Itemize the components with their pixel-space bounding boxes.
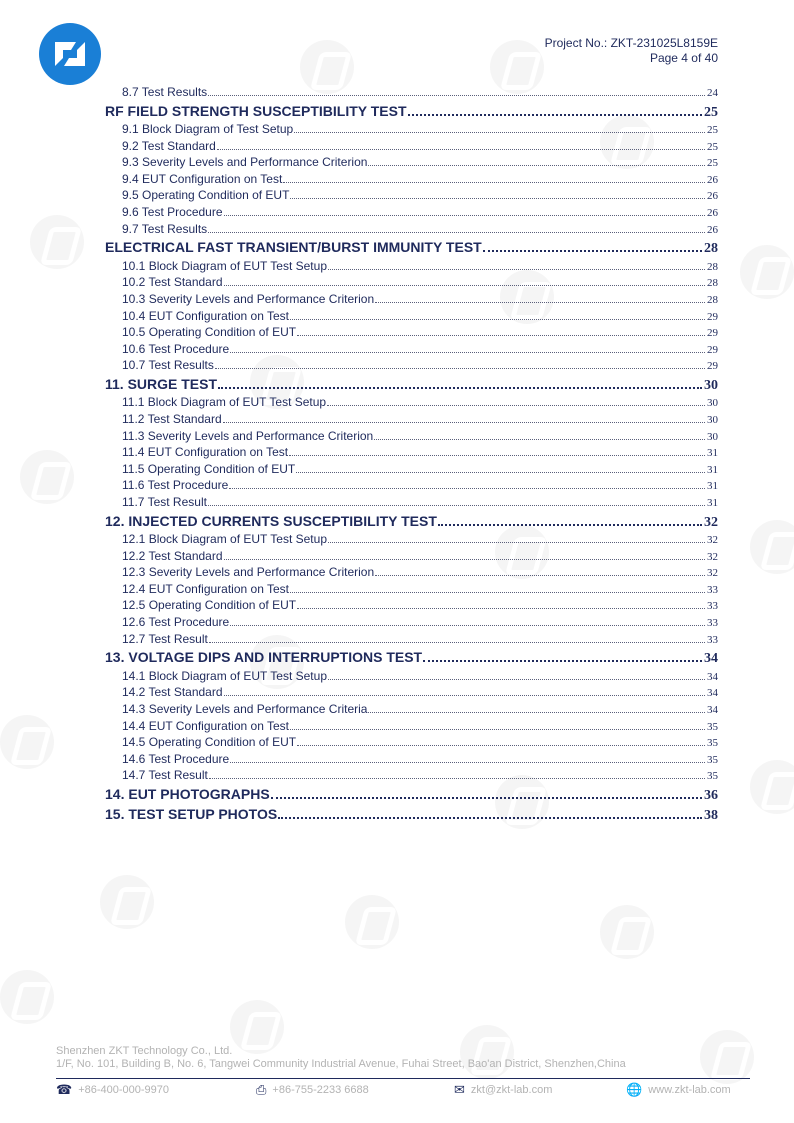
company-name: Shenzhen ZKT Technology Co., Ltd. [56, 1045, 233, 1057]
toc-entry-page: 29 [707, 327, 718, 340]
contact-phone [56, 1082, 169, 1098]
dot-leader [224, 694, 705, 696]
toc-entry-page: 32 [704, 514, 718, 530]
toc-subsection-entry[interactable] [105, 138, 718, 155]
dot-leader [224, 214, 705, 216]
watermark-logo [750, 760, 794, 814]
toc-entry-page: 30 [707, 397, 718, 410]
fax-number: +86-755-2233 6688 [272, 1084, 369, 1096]
toc-entry-title: 11.5 Operating Condition of EUT [122, 461, 296, 476]
dot-leader [230, 351, 705, 353]
table-of-contents [105, 84, 718, 825]
toc-section-entry[interactable] [105, 511, 718, 532]
toc-entry-page: 31 [707, 463, 718, 476]
toc-entry-title: 12.1 Block Diagram of EUT Test Setup [122, 532, 327, 547]
globe-icon: 🌐 [626, 1082, 643, 1097]
dot-leader [297, 744, 705, 746]
toc-entry-title: 12.4 EUT Configuration on Test [122, 581, 289, 596]
watermark-logo [750, 520, 794, 574]
dot-leader [223, 421, 705, 423]
website-link[interactable]: www.zkt-lab.com [648, 1084, 731, 1096]
toc-entry-title: RF FIELD STRENGTH SUSCEPTIBILITY TEST [105, 102, 407, 119]
toc-entry-title: 11.1 Block Diagram of EUT Test Setup [122, 395, 327, 410]
toc-entry-title: 12.5 Operating Condition of EUT [122, 598, 297, 613]
dot-leader [215, 367, 705, 369]
toc-entry-title: 10.6 Test Procedure [122, 341, 230, 356]
toc-section-entry[interactable] [105, 784, 718, 805]
toc-entry-title: 15. TEST SETUP PHOTOS [105, 806, 278, 823]
toc-entry-page: 30 [704, 377, 718, 393]
page-number: Page 4 of 40 [649, 51, 718, 65]
toc-entry-title: 11.2 Test Standard [122, 412, 222, 426]
toc-entry-title: 12.6 Test Procedure [122, 615, 230, 630]
dot-leader [328, 268, 705, 270]
toc-entry-title: 9.5 Operating Condition of EUT [122, 188, 290, 203]
toc-subsection-entry[interactable] [105, 291, 718, 308]
toc-subsection-entry[interactable] [105, 701, 718, 718]
toc-entry-title: 10.7 Test Results [122, 358, 214, 373]
toc-subsection-entry[interactable] [105, 767, 718, 784]
toc-subsection-entry[interactable] [105, 84, 718, 101]
dot-leader [278, 816, 702, 819]
dot-leader [297, 607, 705, 609]
toc-subsection-entry[interactable] [105, 581, 718, 598]
toc-subsection-entry[interactable] [105, 171, 718, 188]
toc-entry-page: 35 [707, 720, 718, 733]
toc-entry-page: 34 [704, 651, 718, 667]
dot-leader [290, 197, 705, 199]
dot-leader [218, 386, 702, 389]
dot-leader [375, 574, 705, 576]
toc-entry-page: 34 [707, 703, 718, 716]
watermark-logo [740, 245, 794, 299]
footer-contacts [56, 1082, 750, 1100]
toc-entry-title: 9.1 Block Diagram of Test Setup [122, 122, 294, 137]
toc-entry-page: 26 [707, 190, 718, 203]
dot-leader [289, 454, 705, 456]
dot-leader [368, 164, 705, 166]
toc-entry-page: 29 [707, 343, 718, 356]
toc-entry-page: 29 [707, 310, 718, 323]
dot-leader [283, 181, 705, 183]
dot-leader [230, 624, 705, 626]
toc-entry-page: 26 [707, 223, 718, 236]
watermark-logo [0, 715, 54, 769]
email-link[interactable]: zkt@zkt-lab.com [470, 1084, 553, 1096]
toc-entry-page: 25 [707, 140, 718, 153]
toc-entry-page: 29 [707, 360, 718, 373]
toc-entry-page: 28 [707, 277, 718, 290]
toc-subsection-entry[interactable] [105, 684, 718, 701]
dot-leader [229, 487, 705, 489]
toc-entry-page: 28 [707, 260, 718, 273]
dot-leader [368, 711, 705, 713]
toc-entry-page: 34 [707, 670, 718, 683]
toc-subsection-entry[interactable] [105, 477, 718, 494]
toc-subsection-entry[interactable] [105, 564, 718, 581]
toc-entry-title: 10.5 Operating Condition of EUT [122, 325, 297, 340]
toc-entry-page: 24 [707, 87, 718, 99]
toc-subsection-entry[interactable] [105, 394, 718, 411]
toc-subsection-entry[interactable] [105, 751, 718, 768]
toc-entry-title: 10.2 Test Standard [122, 275, 223, 290]
toc-subsection-entry[interactable] [105, 531, 718, 548]
toc-subsection-entry[interactable] [105, 308, 718, 325]
toc-entry-title: 14.4 EUT Configuration on Test [122, 718, 289, 733]
toc-entry-page: 31 [707, 480, 718, 493]
dot-leader [224, 284, 705, 286]
dot-leader [290, 318, 705, 320]
toc-entry-title: 9.3 Severity Levels and Performance Criterion [122, 155, 368, 170]
footer-divider [56, 1078, 750, 1079]
toc-subsection-entry[interactable] [105, 357, 718, 374]
toc-section-entry[interactable] [105, 804, 718, 825]
dot-leader [328, 678, 705, 680]
toc-entry-title: 12.2 Test Standard [122, 548, 223, 563]
toc-entry-title: 8.7 Test Results [122, 85, 208, 99]
toc-entry-title: 11.7 Test Result [122, 494, 207, 509]
fax-icon: ⎙ [256, 1082, 267, 1097]
toc-entry-title: 9.6 Test Procedure [122, 205, 223, 220]
toc-entry-page: 32 [707, 567, 718, 580]
dot-leader [290, 728, 705, 730]
toc-entry-page: 34 [707, 687, 718, 700]
dot-leader [217, 148, 705, 150]
toc-entry-page: 33 [707, 633, 718, 646]
toc-entry-title: 14.7 Test Result [122, 768, 208, 783]
toc-section-entry[interactable] [105, 647, 718, 668]
toc-entry-title: 9.7 Test Results [122, 221, 208, 236]
toc-entry-page: 33 [707, 600, 718, 613]
toc-entry-title: 11. SURGE TEST [105, 375, 218, 392]
toc-section-entry[interactable] [105, 237, 718, 258]
toc-entry-page: 35 [707, 737, 718, 750]
dot-leader [297, 334, 705, 336]
watermark-logo [100, 875, 154, 929]
toc-entry-title: ELECTRICAL FAST TRANSIENT/BURST IMMUNITY TEST [105, 239, 482, 256]
watermark-logo [0, 970, 54, 1024]
dot-leader [327, 404, 705, 406]
toc-entry-page: 35 [707, 753, 718, 766]
toc-subsection-entry[interactable] [105, 631, 718, 648]
dot-leader [209, 641, 705, 643]
toc-entry-title: 13. VOLTAGE DIPS AND INTERRUPTIONS TEST [105, 649, 423, 666]
dot-leader [423, 659, 702, 662]
dot-leader [271, 796, 702, 799]
toc-entry-title: 14.3 Severity Levels and Performance Criteria [122, 701, 368, 716]
toc-entry-title: 14. EUT PHOTOGRAPHS [105, 785, 270, 802]
toc-entry-title: 9.4 EUT Configuration on Test [122, 171, 283, 186]
toc-entry-page: 33 [707, 583, 718, 596]
dot-leader [328, 541, 705, 543]
toc-entry-page: 30 [707, 414, 718, 426]
toc-subsection-entry[interactable] [105, 121, 718, 138]
toc-subsection-entry[interactable] [105, 324, 718, 341]
toc-entry-page: 33 [707, 617, 718, 630]
toc-entry-page: 38 [704, 808, 718, 824]
toc-subsection-entry[interactable] [105, 548, 718, 565]
watermark-logo [30, 215, 84, 269]
toc-entry-page: 36 [704, 787, 718, 803]
toc-subsection-entry[interactable] [105, 187, 718, 204]
toc-entry-title: 11.4 EUT Configuration on Test [122, 445, 289, 460]
dot-leader [296, 471, 705, 473]
page-header [545, 36, 718, 66]
toc-subsection-entry[interactable] [105, 668, 718, 685]
toc-subsection-entry[interactable] [105, 494, 718, 511]
toc-entry-title: 12. INJECTED CURRENTS SUSCEPTIBILITY TEST [105, 512, 437, 529]
toc-subsection-entry[interactable] [105, 221, 718, 238]
toc-entry-page: 32 [707, 550, 718, 563]
toc-subsection-entry[interactable] [105, 258, 718, 275]
toc-entry-title: 9.2 Test Standard [122, 138, 216, 153]
dot-leader [209, 777, 705, 779]
toc-subsection-entry[interactable] [105, 204, 718, 221]
toc-entry-page: 26 [707, 207, 718, 220]
toc-entry-page: 32 [707, 534, 718, 547]
dot-leader [230, 761, 705, 763]
watermark-logo [345, 895, 399, 949]
dot-leader [438, 523, 702, 526]
project-number: Project No.: ZKT-231025L8159E [544, 36, 718, 50]
toc-entry-page: 31 [707, 496, 718, 509]
dot-leader [294, 131, 705, 133]
toc-entry-page: 28 [704, 241, 718, 257]
toc-entry-page: 31 [707, 447, 718, 460]
dot-leader [208, 504, 705, 506]
toc-entry-page: 35 [707, 770, 718, 783]
company-address: 1/F, No. 101, Building B, No. 6, Tangwei Community Industrial Avenue, Fuhai Street, Bao'an District, Shenzhen,China [56, 1058, 626, 1070]
watermark-logo [600, 905, 654, 959]
toc-section-entry[interactable] [105, 101, 718, 122]
toc-entry-title: 12.7 Test Result [122, 631, 208, 646]
zkt-logo [38, 22, 102, 86]
dot-leader [224, 558, 705, 560]
dot-leader [408, 113, 702, 116]
toc-entry-title: 10.4 EUT Configuration on Test [122, 308, 289, 323]
dot-leader [208, 231, 705, 233]
toc-entry-page: 25 [704, 104, 718, 120]
dot-leader [208, 94, 705, 96]
contact-email [454, 1082, 552, 1098]
toc-entry-title: 14.6 Test Procedure [122, 751, 230, 766]
toc-subsection-entry[interactable] [105, 718, 718, 735]
dot-leader [375, 301, 705, 303]
footer-company-block [56, 1045, 626, 1071]
contact-fax [256, 1082, 369, 1098]
toc-subsection-entry[interactable] [105, 461, 718, 478]
envelope-icon: ✉ [454, 1082, 465, 1097]
toc-subsection-entry[interactable] [105, 341, 718, 358]
phone-number: +86-400-000-9970 [78, 1084, 170, 1096]
toc-entry-page: 30 [707, 430, 718, 443]
dot-leader [290, 591, 705, 593]
toc-subsection-entry[interactable] [105, 411, 718, 428]
toc-subsection-entry[interactable] [105, 614, 718, 631]
toc-entry-title: 10.3 Severity Levels and Performance Criterion [122, 291, 375, 306]
toc-entry-title: 14.2 Test Standard [122, 685, 223, 700]
toc-entry-title: 14.1 Block Diagram of EUT Test Setup [122, 668, 327, 683]
toc-entry-page: 26 [707, 173, 718, 186]
toc-section-entry[interactable] [105, 374, 718, 395]
toc-entry-title: 11.3 Severity Levels and Performance Criterion [122, 428, 374, 443]
toc-subsection-entry[interactable] [105, 734, 718, 751]
dot-leader [374, 438, 705, 440]
toc-entry-title: 11.6 Test Procedure [122, 478, 229, 493]
toc-subsection-entry[interactable] [105, 597, 718, 614]
toc-entry-page: 28 [707, 293, 718, 306]
toc-subsection-entry[interactable] [105, 428, 718, 445]
toc-entry-page: 25 [707, 124, 718, 137]
toc-entry-title: 14.5 Operating Condition of EUT [122, 735, 297, 750]
toc-subsection-entry[interactable] [105, 444, 718, 461]
toc-entry-title: 12.3 Severity Levels and Performance Criterion [122, 565, 375, 580]
toc-subsection-entry[interactable] [105, 154, 718, 171]
toc-entry-page: 25 [707, 157, 718, 170]
contact-website [626, 1082, 731, 1098]
toc-entry-title: 10.1 Block Diagram of EUT Test Setup [122, 258, 327, 273]
dot-leader [483, 249, 702, 252]
watermark-logo [700, 1030, 754, 1084]
watermark-logo [20, 450, 74, 504]
toc-subsection-entry[interactable] [105, 274, 718, 291]
phone-icon: ☎ [56, 1082, 73, 1097]
